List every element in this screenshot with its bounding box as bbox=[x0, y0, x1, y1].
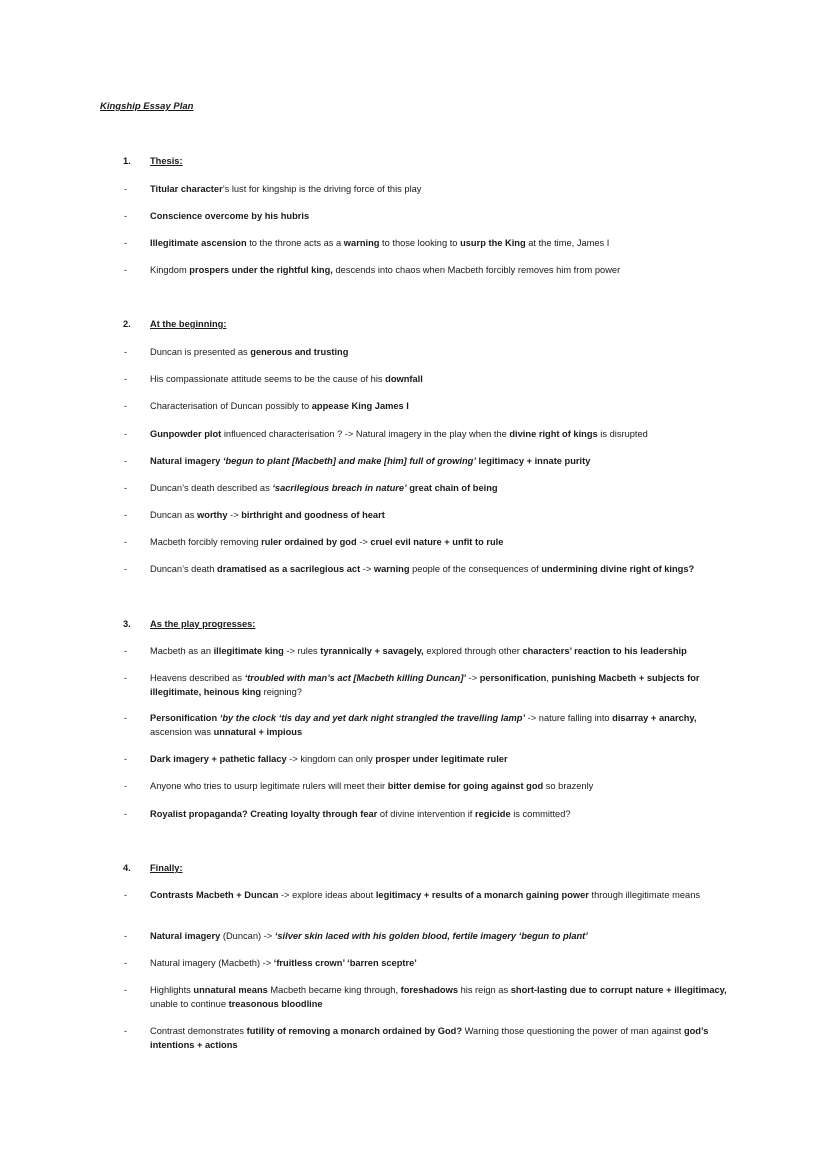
bullet-marker: - bbox=[124, 374, 128, 384]
bullet-text: Duncan’s death described as ‘sacrilegious breach in nature’ great chain of being bbox=[150, 483, 498, 493]
bullet-marker: - bbox=[124, 537, 128, 547]
bullet-marker: - bbox=[124, 809, 128, 819]
bullet-marker: - bbox=[124, 781, 128, 791]
bullet-marker: - bbox=[124, 456, 128, 466]
bullet-marker: - bbox=[124, 510, 128, 520]
section-heading bbox=[123, 862, 183, 876]
bullet-text: Highlights unnatural means Macbeth became king through, foreshadows his reign as short-lasting due to corrupt nature + illegitimacy, unable to continue treasonous bloodline bbox=[150, 985, 727, 1009]
section-heading bbox=[123, 618, 255, 632]
section-heading-label: At the beginning: bbox=[150, 319, 227, 329]
bullet-marker: - bbox=[124, 238, 128, 248]
bullet-text: His compassionate attitude seems to be the cause of his downfall bbox=[150, 374, 423, 384]
bullet-text: Natural imagery (Macbeth) -> ‘fruitless crown’ ‘barren sceptre’ bbox=[150, 958, 417, 968]
bullet-marker: - bbox=[124, 483, 128, 493]
bullet-marker: - bbox=[124, 401, 128, 411]
bullet-marker: - bbox=[124, 184, 128, 194]
section-heading-label: Thesis: bbox=[150, 156, 183, 166]
bullet-text: Titular character’s lust for kingship is the driving force of this play bbox=[150, 184, 422, 194]
bullet-text: Royalist propaganda? Creating loyalty through fear of divine intervention if regicide is committed? bbox=[150, 809, 571, 819]
bullet-marker: - bbox=[124, 429, 128, 439]
section-number: 2. bbox=[123, 319, 131, 329]
section-number: 4. bbox=[123, 863, 131, 873]
bullet-text: Anyone who tries to usurp legitimate rulers will meet their bitter demise for going against god so brazenly bbox=[150, 781, 594, 791]
bullet-marker: - bbox=[124, 931, 128, 941]
bullet-text: Kingdom prospers under the rightful king, descends into chaos when Macbeth forcibly removes him from power bbox=[150, 265, 621, 275]
bullet-text: Duncan as worthy -> birthright and goodness of heart bbox=[150, 510, 385, 520]
section-heading bbox=[123, 318, 226, 332]
bullet-text: Characterisation of Duncan possibly to appease King James I bbox=[150, 401, 409, 411]
bullet-text: Dark imagery + pathetic fallacy -> kingdom can only prosper under legitimate ruler bbox=[150, 754, 508, 764]
bullet-marker: - bbox=[124, 673, 128, 683]
bullet-text: Natural imagery (Duncan) -> ‘silver skin laced with his golden blood, fertile imagery ‘begun to plant’ bbox=[150, 931, 588, 941]
bullet-marker: - bbox=[124, 347, 128, 357]
section-heading bbox=[123, 155, 183, 169]
bullet-text: Macbeth as an illegitimate king -> rules tyrannically + savagely, explored through other characters’ reaction to his leadership bbox=[150, 646, 687, 656]
section-heading-label: As the play progresses: bbox=[150, 619, 256, 629]
bullet-marker: - bbox=[124, 646, 128, 656]
bullet-text: Gunpowder plot influenced characterisation ? -> Natural imagery in the play when the divine right of kings is disrupted bbox=[150, 429, 648, 439]
bullet-marker: - bbox=[124, 958, 128, 968]
bullet-text: Contrast demonstrates futility of removing a monarch ordained by God? Warning those questioning the power of man against god’s intentions + actions bbox=[150, 1026, 709, 1050]
bullet-marker: - bbox=[124, 713, 128, 723]
bullet-marker: - bbox=[124, 564, 128, 574]
bullet-marker: - bbox=[124, 754, 128, 764]
bullet-text: Duncan’s death dramatised as a sacrilegious act -> warning people of the consequences of undermining divine right of kings? bbox=[150, 564, 695, 574]
section-number: 1. bbox=[123, 156, 131, 166]
bullet-marker: - bbox=[124, 265, 128, 275]
document-title: Kingship Essay Plan bbox=[100, 101, 194, 112]
bullet-marker: - bbox=[124, 211, 128, 221]
bullet-marker: - bbox=[124, 985, 128, 995]
bullet-text: Macbeth forcibly removing ruler ordained by god -> cruel evil nature + unfit to rule bbox=[150, 537, 504, 547]
bullet-text: Heavens described as ‘troubled with man’s act [Macbeth killing Duncan]’ -> personification, punishing Macbeth + subjects for illegitimate, heinous king reigning? bbox=[150, 673, 700, 697]
section-heading-label: Finally: bbox=[150, 863, 183, 873]
bullet-text: Illegitimate ascension to the throne acts as a warning to those looking to usurp the King at the time, James I bbox=[150, 238, 610, 248]
section-number: 3. bbox=[123, 619, 131, 629]
bullet-text: Personification ‘by the clock ‘tis day and yet dark night strangled the travelling lamp’ -> nature falling into disarray + anarchy, ascension was unnatural + impious bbox=[150, 713, 697, 737]
bullet-text: Conscience overcome by his hubris bbox=[150, 211, 310, 221]
bullet-text: Duncan is presented as generous and trusting bbox=[150, 347, 349, 357]
bullet-text: Contrasts Macbeth + Duncan -> explore ideas about legitimacy + results of a monarch gaining power through illegitimate means bbox=[150, 890, 701, 900]
bullet-text: Natural imagery ‘begun to plant [Macbeth] and make [him] full of growing’ legitimacy + innate purity bbox=[150, 456, 591, 466]
bullet-marker: - bbox=[124, 1026, 128, 1036]
bullet-marker: - bbox=[124, 890, 128, 900]
